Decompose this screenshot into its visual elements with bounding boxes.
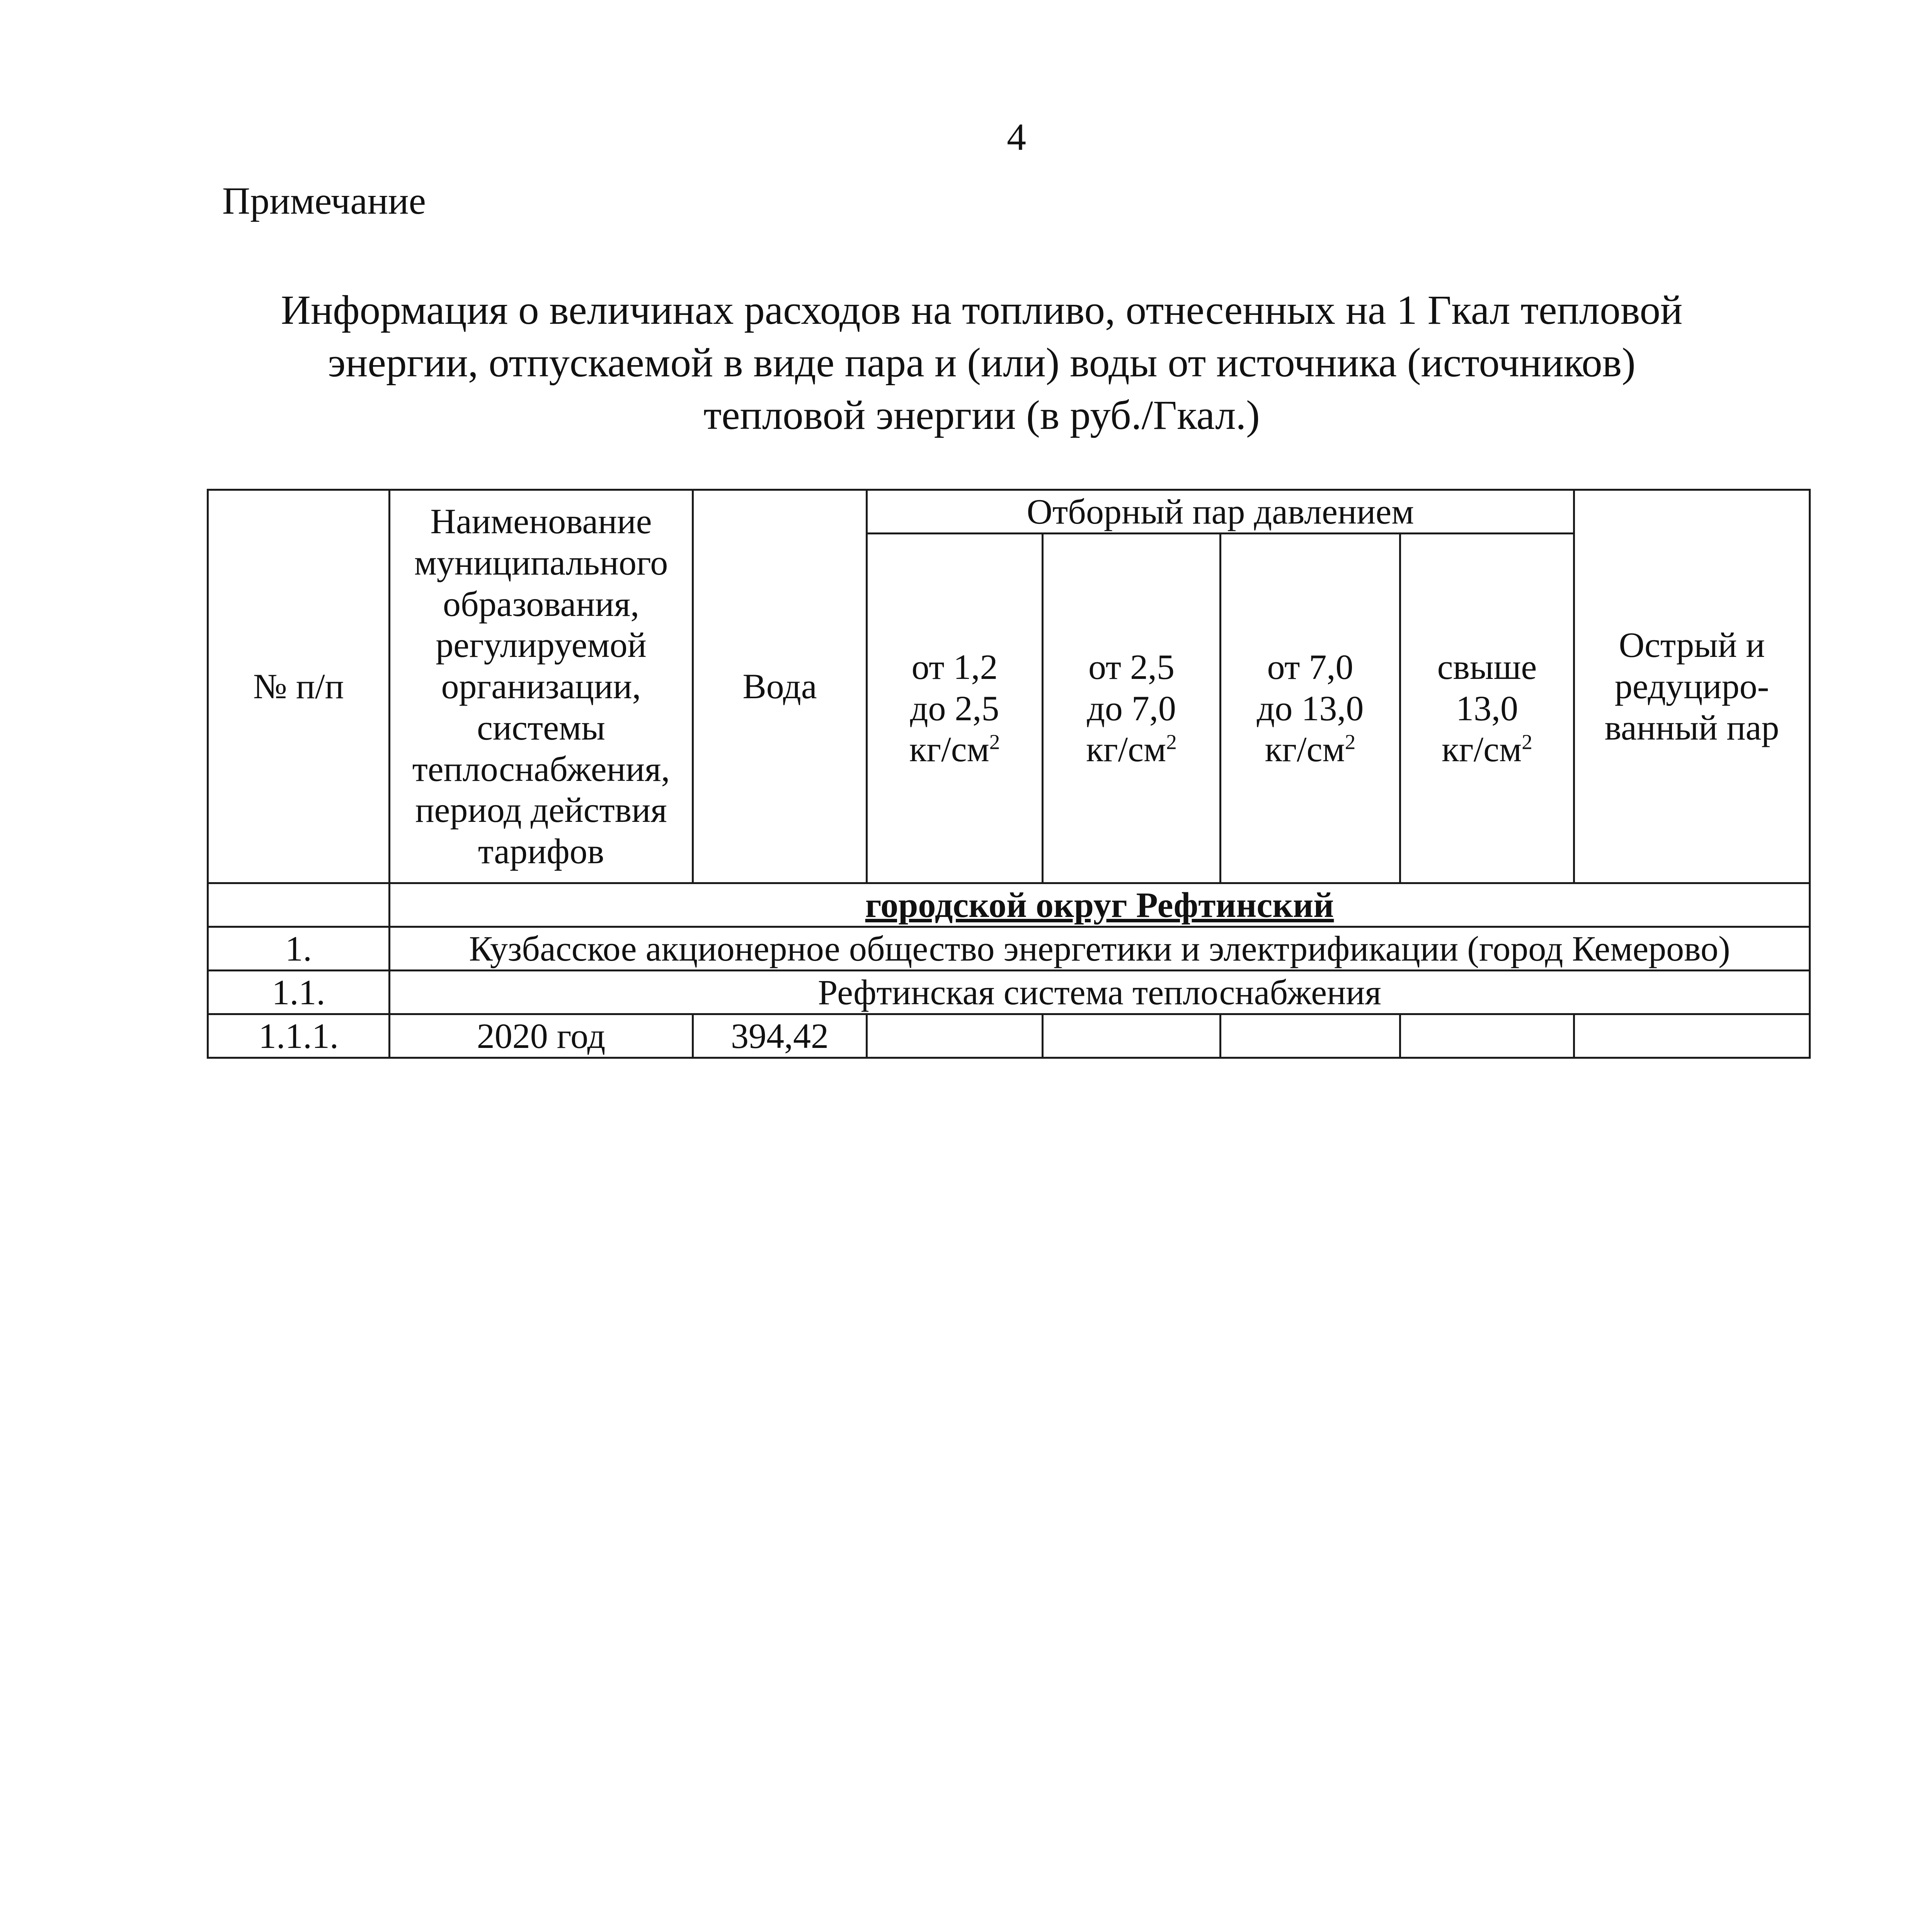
- steam-3-unit: кг/см: [1265, 730, 1345, 769]
- steam-1-value: [867, 1014, 1043, 1058]
- page-number: 4: [1007, 116, 1026, 158]
- steam-2-unit: кг/см: [1086, 730, 1166, 769]
- table-row: [208, 927, 1810, 971]
- municipality-name: городской округ Рефтинский: [865, 885, 1334, 925]
- steam-3-value: [1221, 1014, 1400, 1058]
- steam-3-to: до 13,0: [1256, 688, 1364, 728]
- header-row: [208, 490, 1810, 534]
- steam-4-from: свыше: [1437, 647, 1537, 687]
- steam-4-value: [1400, 1014, 1574, 1058]
- title-line: энергии, отпускаемой в виде пара и (или) воды от источника (источников): [328, 340, 1636, 386]
- steam-1-exp: 2: [989, 730, 1000, 754]
- header-num: № п/п: [208, 490, 390, 883]
- row-num: 1.1.: [208, 971, 390, 1014]
- table-row: [208, 1014, 1810, 1058]
- table-row: [208, 971, 1810, 1014]
- header-steam-4: [1400, 534, 1574, 883]
- table-row: [208, 883, 1810, 927]
- row-heat-system: Рефтинская система теплоснабжения: [390, 971, 1810, 1014]
- steam-2-from: от 2,5: [1088, 647, 1175, 687]
- steam-1-to: до 2,5: [910, 688, 999, 728]
- fuel-cost-table: [207, 489, 1811, 1059]
- header-steam-3: [1221, 534, 1400, 883]
- steam-2-exp: 2: [1166, 730, 1177, 754]
- row-organization: Кузбасское акционерное общество энергетики и электрификации (город Кемерово): [390, 927, 1810, 971]
- steam-3-exp: 2: [1345, 730, 1356, 754]
- header-steam-group: Отборный пар давлением: [867, 490, 1574, 534]
- document-title: [216, 284, 1747, 442]
- steam-3-from: от 7,0: [1267, 647, 1353, 687]
- steam-4-unit: кг/см: [1442, 730, 1522, 769]
- steam-2-value: [1043, 1014, 1221, 1058]
- steam-4-exp: 2: [1522, 730, 1532, 754]
- note-label: Примечание: [222, 179, 426, 222]
- row-num: [208, 883, 390, 927]
- header-sharp-steam: Острый и редуциро-ванный пар: [1574, 490, 1810, 883]
- row-municipality: [390, 883, 1810, 927]
- row-num: 1.1.1.: [208, 1014, 390, 1058]
- steam-4-to: 13,0: [1456, 688, 1518, 728]
- water-value: 394,42: [693, 1014, 867, 1058]
- steam-1-from: от 1,2: [911, 647, 998, 687]
- title-line: тепловой энергии (в руб./Гкал.): [703, 393, 1260, 438]
- row-period: 2020 год: [390, 1014, 693, 1058]
- header-water: Вода: [693, 490, 867, 883]
- steam-2-to: до 7,0: [1087, 688, 1176, 728]
- header-steam-2: [1043, 534, 1221, 883]
- title-line: Информация о величинах расходов на топливо, отнесенных на 1 Гкал тепловой: [281, 287, 1683, 333]
- header-steam-1: [867, 534, 1043, 883]
- steam-1-unit: кг/см: [909, 730, 989, 769]
- header-name: Наименование муниципального образования, регулируемой организации, системы теплоснабжения, период действия тарифов: [390, 490, 693, 883]
- row-num: 1.: [208, 927, 390, 971]
- sharp-steam-value: [1574, 1014, 1810, 1058]
